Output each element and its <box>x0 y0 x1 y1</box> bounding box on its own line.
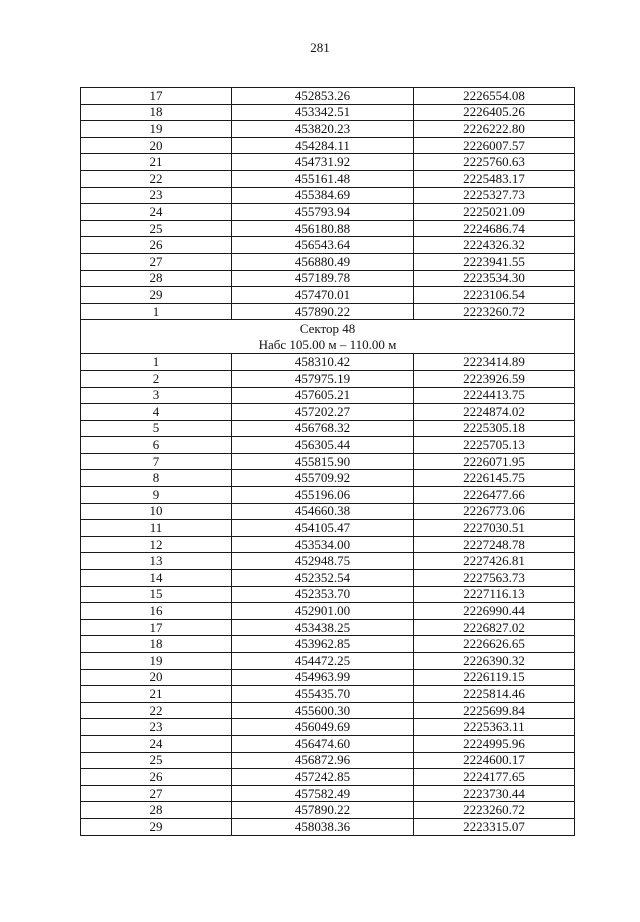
coord-x-cell: 452352.54 <box>232 570 414 587</box>
coord-x-cell: 455815.90 <box>232 453 414 470</box>
point-number-cell: 29 <box>81 818 232 835</box>
point-number-cell: 20 <box>81 669 232 686</box>
coord-x-cell: 457242.85 <box>232 769 414 786</box>
coord-x-cell: 452901.00 <box>232 603 414 620</box>
coordinates-table <box>80 87 575 836</box>
table-row <box>81 603 575 620</box>
table-row <box>81 487 575 504</box>
coord-x-cell: 455435.70 <box>232 686 414 703</box>
sector-title: Сектор 48 <box>299 320 356 336</box>
coord-x-cell: 455161.48 <box>232 170 414 187</box>
table-row <box>81 253 575 270</box>
coord-x-cell: 454105.47 <box>232 520 414 537</box>
coordinates-section-2 <box>81 354 575 835</box>
table-row <box>81 719 575 736</box>
coord-x-cell: 456049.69 <box>232 719 414 736</box>
point-number-cell: 27 <box>81 253 232 270</box>
coord-y-cell: 2223260.72 <box>414 303 575 320</box>
coord-x-cell: 454963.99 <box>232 669 414 686</box>
point-number-cell: 18 <box>81 104 232 121</box>
coord-y-cell: 2225814.46 <box>414 686 575 703</box>
point-number-cell: 9 <box>81 487 232 504</box>
coord-x-cell: 456880.49 <box>232 253 414 270</box>
coord-y-cell: 2227426.81 <box>414 553 575 570</box>
coord-y-cell: 2226626.65 <box>414 636 575 653</box>
point-number-cell: 4 <box>81 404 232 421</box>
coord-y-cell: 2225327.73 <box>414 187 575 204</box>
coord-x-cell: 453820.23 <box>232 121 414 138</box>
table-row <box>81 404 575 421</box>
coord-x-cell: 453438.25 <box>232 619 414 636</box>
table-row <box>81 702 575 719</box>
table-row <box>81 237 575 254</box>
coord-x-cell: 452353.70 <box>232 586 414 603</box>
table-row <box>81 437 575 454</box>
table-row <box>81 104 575 121</box>
point-number-cell: 27 <box>81 785 232 802</box>
point-number-cell: 17 <box>81 88 232 105</box>
coord-y-cell: 2225483.17 <box>414 170 575 187</box>
coord-y-cell: 2223414.89 <box>414 354 575 371</box>
coord-y-cell: 2223106.54 <box>414 287 575 304</box>
coord-y-cell: 2224413.75 <box>414 387 575 404</box>
coord-y-cell: 2223730.44 <box>414 785 575 802</box>
coord-x-cell: 457202.27 <box>232 404 414 421</box>
coord-x-cell: 452853.26 <box>232 88 414 105</box>
coord-x-cell: 453342.51 <box>232 104 414 121</box>
coord-y-cell: 2223534.30 <box>414 270 575 287</box>
point-number-cell: 8 <box>81 470 232 487</box>
coord-x-cell: 454660.38 <box>232 503 414 520</box>
coord-y-cell: 2224686.74 <box>414 220 575 237</box>
coordinates-section-1 <box>81 88 575 320</box>
page-number: 281 <box>310 40 330 55</box>
point-number-cell: 3 <box>81 387 232 404</box>
table-row <box>81 520 575 537</box>
point-number-cell: 6 <box>81 437 232 454</box>
table-row <box>81 121 575 138</box>
table-row <box>81 137 575 154</box>
coord-x-cell: 457890.22 <box>232 303 414 320</box>
coord-y-cell: 2226773.06 <box>414 503 575 520</box>
coord-y-cell: 2227030.51 <box>414 520 575 537</box>
coord-y-cell: 2227116.13 <box>414 586 575 603</box>
point-number-cell: 24 <box>81 735 232 752</box>
point-number-cell: 21 <box>81 686 232 703</box>
coord-x-cell: 455709.92 <box>232 470 414 487</box>
coord-x-cell: 455196.06 <box>232 487 414 504</box>
coord-y-cell: 2225363.11 <box>414 719 575 736</box>
coord-y-cell: 2226390.32 <box>414 653 575 670</box>
sector-height-range: Набс 105.00 м – 110.00 м <box>258 336 397 352</box>
table-row <box>81 88 575 105</box>
point-number-cell: 25 <box>81 220 232 237</box>
table-row <box>81 154 575 171</box>
point-number-cell: 1 <box>81 354 232 371</box>
coord-x-cell: 455793.94 <box>232 204 414 221</box>
coord-x-cell: 454731.92 <box>232 154 414 171</box>
coord-y-cell: 2227248.78 <box>414 536 575 553</box>
point-number-cell: 25 <box>81 752 232 769</box>
coord-x-cell: 458038.36 <box>232 818 414 835</box>
table-row <box>81 453 575 470</box>
coord-x-cell: 455600.30 <box>232 702 414 719</box>
coord-y-cell: 2226477.66 <box>414 487 575 504</box>
point-number-cell: 28 <box>81 802 232 819</box>
point-number-cell: 22 <box>81 170 232 187</box>
point-number-cell: 29 <box>81 287 232 304</box>
coord-x-cell: 453534.00 <box>232 536 414 553</box>
coord-x-cell: 456180.88 <box>232 220 414 237</box>
table-row <box>81 802 575 819</box>
coord-x-cell: 458310.42 <box>232 354 414 371</box>
coord-y-cell: 2223260.72 <box>414 802 575 819</box>
coord-y-cell: 2223941.55 <box>414 253 575 270</box>
table-row <box>81 769 575 786</box>
point-number-cell: 5 <box>81 420 232 437</box>
coord-y-cell: 2226071.95 <box>414 453 575 470</box>
coord-x-cell: 457975.19 <box>232 370 414 387</box>
point-number-cell: 26 <box>81 769 232 786</box>
coord-x-cell: 457582.49 <box>232 785 414 802</box>
table-row <box>81 586 575 603</box>
sector-header-row <box>81 320 575 354</box>
table-row <box>81 370 575 387</box>
table-row <box>81 270 575 287</box>
table-row <box>81 669 575 686</box>
table-row <box>81 553 575 570</box>
point-number-cell: 22 <box>81 702 232 719</box>
coord-y-cell: 2224600.17 <box>414 752 575 769</box>
table-row <box>81 785 575 802</box>
coord-x-cell: 453962.85 <box>232 636 414 653</box>
sector-header-section <box>81 320 575 354</box>
coord-x-cell: 457890.22 <box>232 802 414 819</box>
coord-y-cell: 2226222.80 <box>414 121 575 138</box>
point-number-cell: 20 <box>81 137 232 154</box>
point-number-cell: 11 <box>81 520 232 537</box>
point-number-cell: 23 <box>81 719 232 736</box>
table-row <box>81 503 575 520</box>
coord-x-cell: 457605.21 <box>232 387 414 404</box>
coord-x-cell: 456768.32 <box>232 420 414 437</box>
point-number-cell: 23 <box>81 187 232 204</box>
table-row <box>81 170 575 187</box>
table-row <box>81 570 575 587</box>
coord-y-cell: 2226827.02 <box>414 619 575 636</box>
coord-y-cell: 2224177.65 <box>414 769 575 786</box>
coord-y-cell: 2224326.32 <box>414 237 575 254</box>
coord-y-cell: 2225705.13 <box>414 437 575 454</box>
coord-x-cell: 456872.96 <box>232 752 414 769</box>
coord-x-cell: 456474.60 <box>232 735 414 752</box>
coord-y-cell: 2226119.15 <box>414 669 575 686</box>
point-number-cell: 10 <box>81 503 232 520</box>
point-number-cell: 14 <box>81 570 232 587</box>
coord-x-cell: 455384.69 <box>232 187 414 204</box>
coord-x-cell: 454472.25 <box>232 653 414 670</box>
point-number-cell: 2 <box>81 370 232 387</box>
table-row <box>81 686 575 703</box>
coord-y-cell: 2224874.02 <box>414 404 575 421</box>
coord-x-cell: 454284.11 <box>232 137 414 154</box>
table-row <box>81 470 575 487</box>
coord-y-cell: 2227563.73 <box>414 570 575 587</box>
point-number-cell: 26 <box>81 237 232 254</box>
coord-y-cell: 2226990.44 <box>414 603 575 620</box>
point-number-cell: 7 <box>81 453 232 470</box>
table-row <box>81 287 575 304</box>
coord-y-cell: 2226007.57 <box>414 137 575 154</box>
point-number-cell: 13 <box>81 553 232 570</box>
point-number-cell: 15 <box>81 586 232 603</box>
table-row <box>81 220 575 237</box>
coord-y-cell: 2226405.26 <box>414 104 575 121</box>
coord-x-cell: 457189.78 <box>232 270 414 287</box>
point-number-cell: 19 <box>81 653 232 670</box>
table-row <box>81 752 575 769</box>
coord-x-cell: 457470.01 <box>232 287 414 304</box>
point-number-cell: 1 <box>81 303 232 320</box>
point-number-cell: 28 <box>81 270 232 287</box>
coord-y-cell: 2225021.09 <box>414 204 575 221</box>
table-row <box>81 536 575 553</box>
coord-x-cell: 456543.64 <box>232 237 414 254</box>
table-row <box>81 204 575 221</box>
table-row <box>81 636 575 653</box>
table-row <box>81 354 575 371</box>
table-row <box>81 387 575 404</box>
coord-y-cell: 2226145.75 <box>414 470 575 487</box>
coord-y-cell: 2225699.84 <box>414 702 575 719</box>
coord-y-cell: 2223926.59 <box>414 370 575 387</box>
point-number-cell: 21 <box>81 154 232 171</box>
coord-x-cell: 452948.75 <box>232 553 414 570</box>
table-row <box>81 420 575 437</box>
point-number-cell: 17 <box>81 619 232 636</box>
table-row <box>81 619 575 636</box>
table-row <box>81 735 575 752</box>
point-number-cell: 16 <box>81 603 232 620</box>
point-number-cell: 24 <box>81 204 232 221</box>
table-row <box>81 303 575 320</box>
coord-y-cell: 2223315.07 <box>414 818 575 835</box>
coord-y-cell: 2226554.08 <box>414 88 575 105</box>
sector-header <box>81 320 575 354</box>
table-row <box>81 187 575 204</box>
table-row <box>81 653 575 670</box>
coord-x-cell: 456305.44 <box>232 437 414 454</box>
coord-y-cell: 2225760.63 <box>414 154 575 171</box>
coord-y-cell: 2225305.18 <box>414 420 575 437</box>
table-row <box>81 818 575 835</box>
point-number-cell: 18 <box>81 636 232 653</box>
coord-y-cell: 2224995.96 <box>414 735 575 752</box>
point-number-cell: 19 <box>81 121 232 138</box>
point-number-cell: 12 <box>81 536 232 553</box>
